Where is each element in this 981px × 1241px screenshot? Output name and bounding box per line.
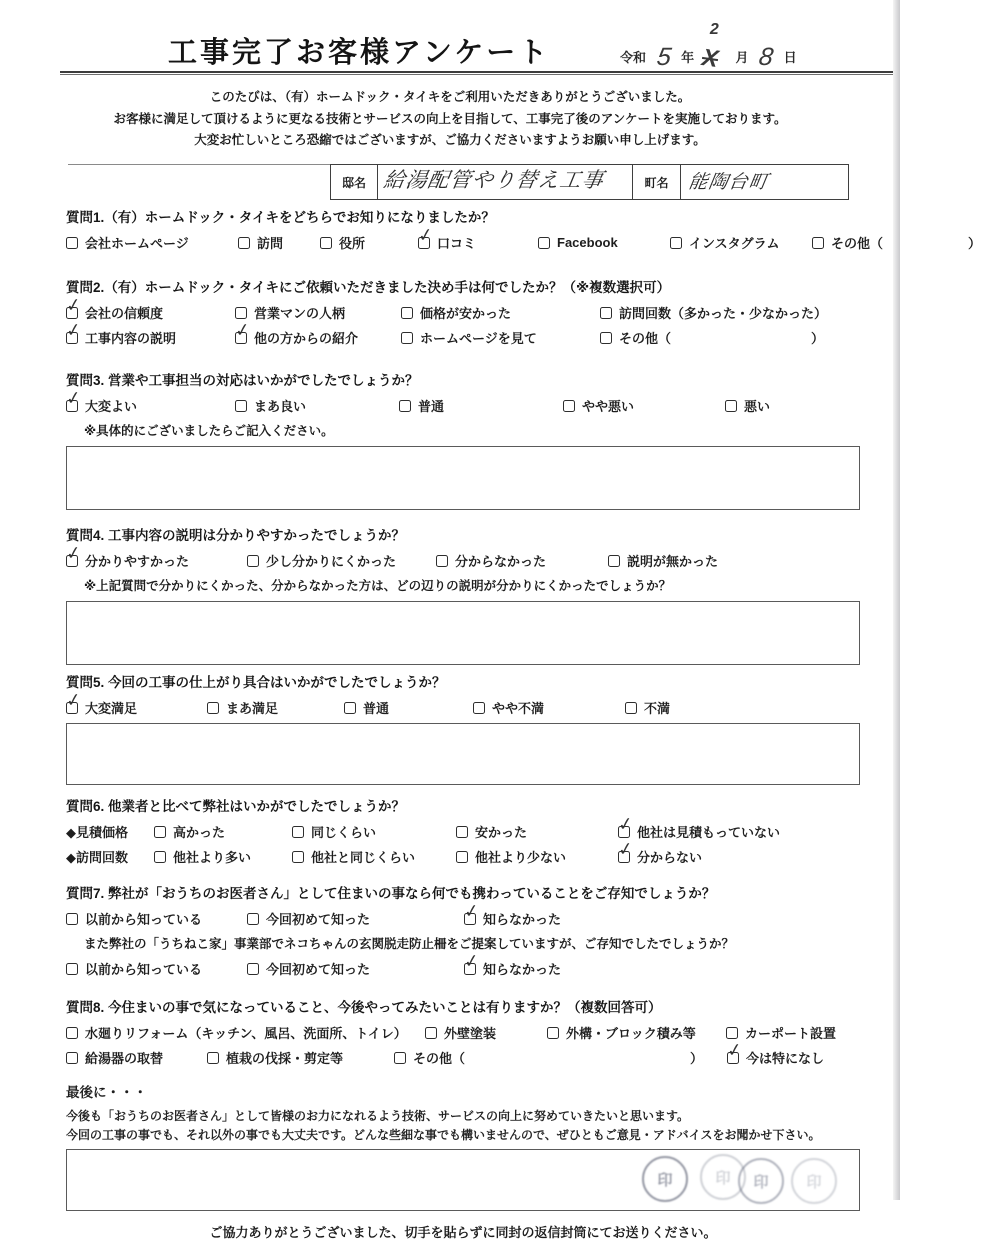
option[interactable] [616,837,703,866]
option[interactable] [670,233,788,252]
free-text-box[interactable] [66,601,860,665]
title-underline [60,71,893,75]
date-year-label: 年 [681,50,695,65]
option[interactable] [399,396,539,415]
option[interactable] [625,698,670,717]
handwritten-year-value: 5 [654,43,673,71]
paren-close: ） [968,236,981,251]
question-note: ※具体的にございましたらご記入ください。 [84,424,334,438]
option-label: 高かった [173,825,226,840]
checkbox[interactable] [670,237,682,249]
checkbox[interactable] [235,400,247,412]
option-label: 普通 [418,399,445,414]
option[interactable] [238,233,296,252]
option-label: 普通 [363,701,390,716]
option-label: 今回初めて知った [266,962,371,977]
checkbox[interactable] [812,237,824,249]
checkbox[interactable] [394,1052,406,1064]
checkbox[interactable] [600,332,612,344]
handwritten-month-value: 2 [709,21,719,38]
checkbox-checked[interactable] [416,223,435,249]
hanko-stamp-icon: 印 [642,1156,688,1202]
checkbox-checked[interactable] [462,899,481,925]
date-era-label: 令和 [620,50,647,65]
hanko-stamp-icon: 印 [700,1154,746,1200]
checkbox[interactable] [563,400,575,412]
question-title: 質問5. 今回の工事の仕上がり具合はいかがでしたでしょうか？ [66,675,446,690]
checkbox[interactable] [207,1052,219,1064]
question-title: 質問4. 工事内容の説明は分かりやすかったでしょうか？ [66,528,406,543]
option-label: その他（ [413,1051,466,1066]
thanks-note: ご協力ありがとうございました、切手を貼らずに同封の返信封筒にてお送りください。 [209,1225,717,1240]
question-note: また弊社の「うちねこ家」事業部でネコちゃんの玄関脱走防止柵をご提案していますが、ご存知でしたでしょうか？ [84,937,735,951]
option-row [66,223,981,252]
option[interactable] [66,1048,183,1067]
check-mark: ✓ [462,899,481,922]
checkbox-checked[interactable] [233,318,252,344]
question-block [66,795,860,866]
option-label: 工事内容の説明 [85,331,177,346]
checkbox[interactable] [425,1027,437,1039]
question-block [66,524,860,665]
option[interactable] [600,328,824,347]
residence-name-field[interactable] [378,164,633,200]
checkbox[interactable] [247,913,259,925]
option[interactable] [207,698,320,717]
option[interactable] [401,328,576,347]
checkbox[interactable] [401,332,413,344]
paren-close: ） [811,331,825,346]
checkbox-checked[interactable] [64,386,83,412]
checkbox[interactable] [726,1027,738,1039]
check-mark: ✓ [616,837,635,860]
option[interactable] [344,698,449,717]
option[interactable] [292,822,432,841]
check-mark: ✓ [64,293,83,316]
option[interactable] [462,899,562,928]
option-label: インスタグラム [689,236,780,251]
option-label: 他社と同じくらい [311,850,416,865]
checkbox[interactable] [320,237,332,249]
option-row [66,1023,860,1042]
checkbox[interactable] [436,555,448,567]
check-mark: ✓ [616,812,635,835]
check-mark: ✓ [725,1038,744,1061]
option[interactable] [456,847,594,866]
checkbox[interactable] [292,851,304,863]
option-label: 他社は見積もっていない [637,825,781,840]
option[interactable] [64,541,223,570]
check-mark: ✓ [416,223,435,246]
closing-line-1: 今後も「おうちのお医者さん」として皆様のお力になれるよう技術、サービスの向上に努めていきたいと思います。 [66,1109,690,1123]
scan-edge-shadow [893,0,900,1200]
fill-in-blank[interactable] [671,337,811,338]
option[interactable] [725,1038,825,1067]
date-month-label: 月 [735,50,749,65]
option-label: 外壁塗装 [443,1026,496,1041]
closing-line-2: 今回の工事の事でも、それ以外の事でも大丈夫です。どんな些細な事でも構いませんので、ぜひともご意見・アドバイスをお聞かせ下さい。 [66,1128,821,1142]
questions-container [64,206,981,1067]
option[interactable] [64,293,211,322]
date-line [620,21,797,73]
option[interactable] [233,318,377,347]
check-mark: ✓ [64,318,83,341]
handwritten-month-correction [700,21,728,73]
checkbox[interactable] [456,851,468,863]
option[interactable] [247,909,440,928]
checkbox[interactable] [247,963,259,975]
checkbox[interactable] [600,307,612,319]
option[interactable] [235,303,377,322]
option[interactable] [64,318,211,347]
checkbox[interactable] [154,826,166,838]
struck-out-month: X [700,44,720,73]
option-label: 会社の信頼度 [85,306,164,321]
option[interactable] [394,1048,703,1067]
option-row [64,293,860,322]
option-label: 価格が安かった [420,306,512,321]
option[interactable] [725,396,770,415]
option-row [64,318,860,347]
checkbox-checked[interactable] [462,949,481,975]
option-label: 他の方からの紹介 [254,331,359,346]
check-mark: ✓ [64,386,83,409]
checkbox[interactable] [292,826,304,838]
option-label: 以前から知っている [85,912,203,927]
option-label: その他（ [619,331,672,346]
option[interactable] [456,822,594,841]
option-label: 水廻りリフォーム（キッチン、風呂、洗面所、トイレ） [85,1026,407,1041]
option[interactable] [563,396,701,415]
option-row [66,812,860,841]
question-title: 質問3. 営業や工事担当の対応はいかがでしたでしょうか？ [66,373,419,388]
option-row [64,688,860,717]
option-label: 知らなかった [483,912,562,927]
option[interactable] [154,822,268,841]
option-label: 他社より少ない [475,850,567,865]
info-row-leader-line [68,164,330,200]
question-block [66,882,860,978]
option-label: Facebook [557,235,618,250]
question-title: 質問7. 弊社が「おうちのお医者さん」として住まいの事なら何でも携わっていることをご存知でしょうか？ [66,886,716,901]
option-label: 口コミ [437,236,477,251]
date-day-label: 日 [783,50,797,65]
check-mark: ✓ [64,688,83,711]
option-label: 営業マンの人柄 [254,306,346,321]
option[interactable] [416,223,514,252]
option-row [66,899,860,928]
checkbox[interactable] [399,400,411,412]
checkbox[interactable] [247,555,259,567]
option-label: 訪問回数（多かった・少なかった） [619,306,828,321]
question-title: 質問2.（有）ホームドック・タイキにご依頼いただきました決め手は何でしたか？（※複数選択可） [66,280,671,295]
check-mark: ✓ [462,949,481,972]
option[interactable] [726,1023,836,1042]
option-label: 同じくらい [311,825,377,840]
question-block [66,369,860,510]
checkbox[interactable] [235,307,247,319]
town-name-field[interactable] [681,164,849,200]
checkbox[interactable] [725,400,737,412]
option-label: 給湯器の取替 [85,1051,164,1066]
question-title: 質問8. 今住まいの事で気になっていること、今後やってみたいことは有りますか？（複数回答可） [66,1000,662,1015]
option[interactable] [616,812,781,841]
option-label: やや不満 [492,701,545,716]
page-title: 工事完了お客様アンケート [168,37,551,69]
option[interactable] [462,949,562,978]
option-label: その他（ [831,236,884,251]
checkbox[interactable] [473,702,485,714]
checkbox[interactable] [547,1027,559,1039]
hanko-stamps [628,1152,868,1200]
option[interactable] [154,847,268,866]
checkbox[interactable] [66,913,78,925]
checkbox[interactable] [66,1052,78,1064]
closing-heading: 最後に・・・ [66,1085,147,1100]
checkbox-checked[interactable] [616,812,635,838]
checkbox-checked[interactable] [64,688,83,714]
option[interactable] [608,551,718,570]
hanko-stamp-icon: 印 [791,1158,837,1204]
option-label: 説明が無かった [627,554,719,569]
checkbox[interactable] [344,702,356,714]
option[interactable] [235,396,375,415]
checkbox[interactable] [625,702,637,714]
handwritten-work-name: 給湯配管やり替え工事 [381,169,606,192]
option-label: 少し分かりにくかった [266,554,397,569]
option-label: 分からなかった [455,554,547,569]
option-label: 大変満足 [85,701,138,716]
option-label: 分からない [637,850,703,865]
option-label: 植栽の伐採・剪定等 [226,1051,344,1066]
option-label: まあ良い [254,399,307,414]
option[interactable] [66,959,223,978]
option[interactable] [538,235,646,250]
checkbox-checked[interactable] [616,837,635,863]
residence-name-label: 邸名 [330,164,378,200]
intro-line-3: 大変お忙しいところ恐縮ではございますが、ご協力くださいますようお願い申し上げます。 [194,133,706,147]
option[interactable] [473,698,601,717]
question-block [66,996,860,1067]
hanko-stamp-icon: 印 [738,1158,784,1204]
option-label: 外構・ブロック積み等 [565,1026,696,1041]
form-body [64,206,981,1241]
option[interactable] [207,1048,370,1067]
option-label: 他社より多い [173,850,252,865]
checkbox-checked[interactable] [64,318,83,344]
option-row [66,1038,860,1067]
free-text-box[interactable] [66,446,860,510]
paren-close: ） [690,1051,704,1066]
option-row [64,386,860,415]
option[interactable] [425,1023,523,1042]
option-label: 訪問 [257,236,284,251]
option-label: 分かりやすかった [85,554,190,569]
option[interactable] [292,847,432,866]
project-info-row [68,164,849,200]
row-bullet-label: ◆見積価格 [66,825,128,840]
option-label: 以前から知っている [85,962,203,977]
option[interactable] [66,233,214,252]
handwritten-town-name: 能陶台町 [687,171,771,193]
option[interactable] [64,688,183,717]
checkbox[interactable] [401,307,413,319]
option[interactable] [66,1023,407,1042]
checkbox-checked[interactable] [64,293,83,319]
checkbox[interactable] [154,851,166,863]
option[interactable] [66,909,223,928]
option-label: まあ満足 [226,701,279,716]
checkbox[interactable] [66,237,78,249]
option-row [64,541,860,570]
option-label: 悪い [744,399,771,414]
question-note: ※上記質問で分かりにくかった、分からなかった方は、どの辺りの説明が分かりにくかったでしょうか？ [84,579,672,593]
option[interactable] [247,959,440,978]
checkbox[interactable] [66,1027,78,1039]
question-block [66,671,860,785]
option[interactable] [247,551,412,570]
question-block [66,206,981,252]
fill-in-blank[interactable] [465,1057,690,1058]
row-bullet-label: ◆訪問回数 [66,850,128,865]
option[interactable] [600,303,827,322]
town-name-label: 町名 [633,164,681,200]
handwritten-day-value: 8 [757,43,776,71]
option-label: 知らなかった [483,962,562,977]
intro-line-2: お客様に満足して頂けるように更なる技術とサービスの向上を目指して、工事完了後のアンケートを実施しております。 [113,111,787,126]
intro-line-1: このたびは、（有）ホームドック・タイキをご利用いただきありがとうございました。 [209,90,691,104]
option-label: 今は特になし [746,1051,825,1066]
checkbox[interactable] [238,237,250,249]
checkbox[interactable] [207,702,219,714]
option-label: 大変よい [85,399,138,414]
option[interactable] [320,233,394,252]
option[interactable] [436,551,584,570]
free-text-box[interactable] [66,723,860,785]
checkbox[interactable] [608,555,620,567]
checkbox[interactable] [66,963,78,975]
question-title: 質問6. 他業者と比べて弊社はいかがでしたでしょうか？ [66,799,406,814]
checkbox-checked[interactable] [725,1038,744,1064]
option-label: ホームページを見て [420,331,537,346]
checkbox[interactable] [538,237,550,249]
intro-paragraph [0,87,900,152]
option-row [66,949,860,978]
question-title: 質問1.（有）ホームドック・タイキをどちらでお知りになりましたか？ [66,210,495,225]
option-label: カーポート設置 [744,1026,836,1041]
option-row [66,837,860,866]
check-mark: ✓ [233,318,252,341]
check-mark: ✓ [64,541,83,564]
option-label: 今回初めて知った [266,912,371,927]
question-block [66,276,860,347]
option[interactable] [401,303,576,322]
option-label: 役所 [339,236,366,251]
option[interactable] [547,1023,702,1042]
checkbox[interactable] [456,826,468,838]
checkbox-checked[interactable] [64,541,83,567]
option-label: 会社ホームページ [85,236,189,251]
option-label: 不満 [644,701,671,716]
option-label: やや悪い [582,399,635,414]
option-label: 安かった [475,825,528,840]
option[interactable] [64,386,211,415]
